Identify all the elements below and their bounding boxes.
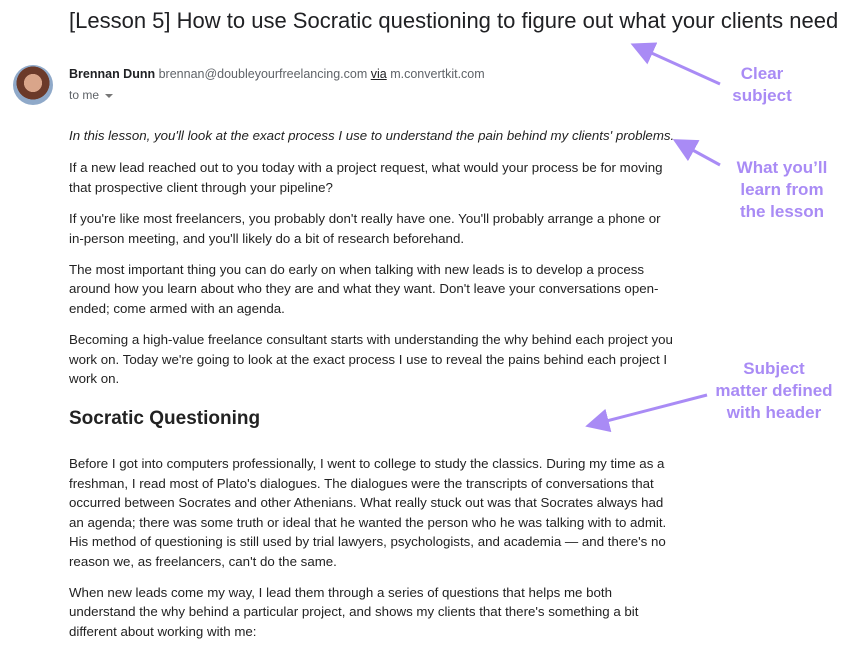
- section-heading: Socratic Questioning: [69, 408, 261, 430]
- annotation-header: Subject matter defined with header: [715, 359, 833, 422]
- intro-paragraph: In this lesson, you'll look at the exact process I use to understand the pain behind my clients' problems.: [69, 128, 675, 143]
- via-domain: m.convertkit.com: [390, 67, 485, 81]
- paragraph: Becoming a high-value freelance consultant starts with understanding the why behind each project you work on. Today we're going to look at the exact process I use to reveal the pains behind each project I work on.: [69, 332, 673, 387]
- paragraph: The most important thing you can do early on when talking with new leads is to develop a process around how you learn about who they are and what they want. Don't leave your conversations open-ended; come armed with an agenda.: [69, 262, 659, 316]
- email-subject: [Lesson 5] How to use Socratic questioning to figure out what your clients need: [69, 8, 839, 33]
- arrow-icon: [678, 142, 720, 165]
- paragraph: When new leads come my way, I lead them through a series of questions that helps me both understand the why behind a particular project, and shows my clients that there's something a bit different about working with me:: [69, 584, 639, 639]
- sender-email: brennan@doubleyourfreelancing.com: [158, 67, 368, 81]
- via-link[interactable]: via: [370, 67, 387, 81]
- paragraph: If a new lead reached out to you today with a project request, what would your process be for moving that prospective client through your pipeline?: [69, 160, 663, 195]
- paragraph: If you're like most freelancers, you probably don't really have one. You'll probably arrange a phone or in-person meeting, and you'll likely do a bit of research beforehand.: [69, 211, 661, 246]
- paragraph: Before I got into computers professionally, I went to college to study the classics. During my time as a freshman, I read most of Plato's dialogues. The dialogues were the transcripts of conversations that occurred between Socrates and other Athenians. What really stuck out was that Socrates always had an agenda; there was some truth or ideal that he wanted the person who he was talking with to admit. His method of questioning is still used by trial lawyers, psychologists, and academia — and there's no reason we, as freelancers, can't do the same.: [69, 456, 667, 569]
- annotation-learn: What you’ll learn from the lesson: [736, 158, 828, 221]
- recipient-label: to me: [69, 88, 100, 102]
- annotation-subject: Clear subject: [732, 64, 792, 105]
- arrow-icon: [636, 46, 720, 84]
- arrow-icon: [591, 395, 707, 425]
- sender-name[interactable]: Brennan Dunn: [69, 67, 156, 81]
